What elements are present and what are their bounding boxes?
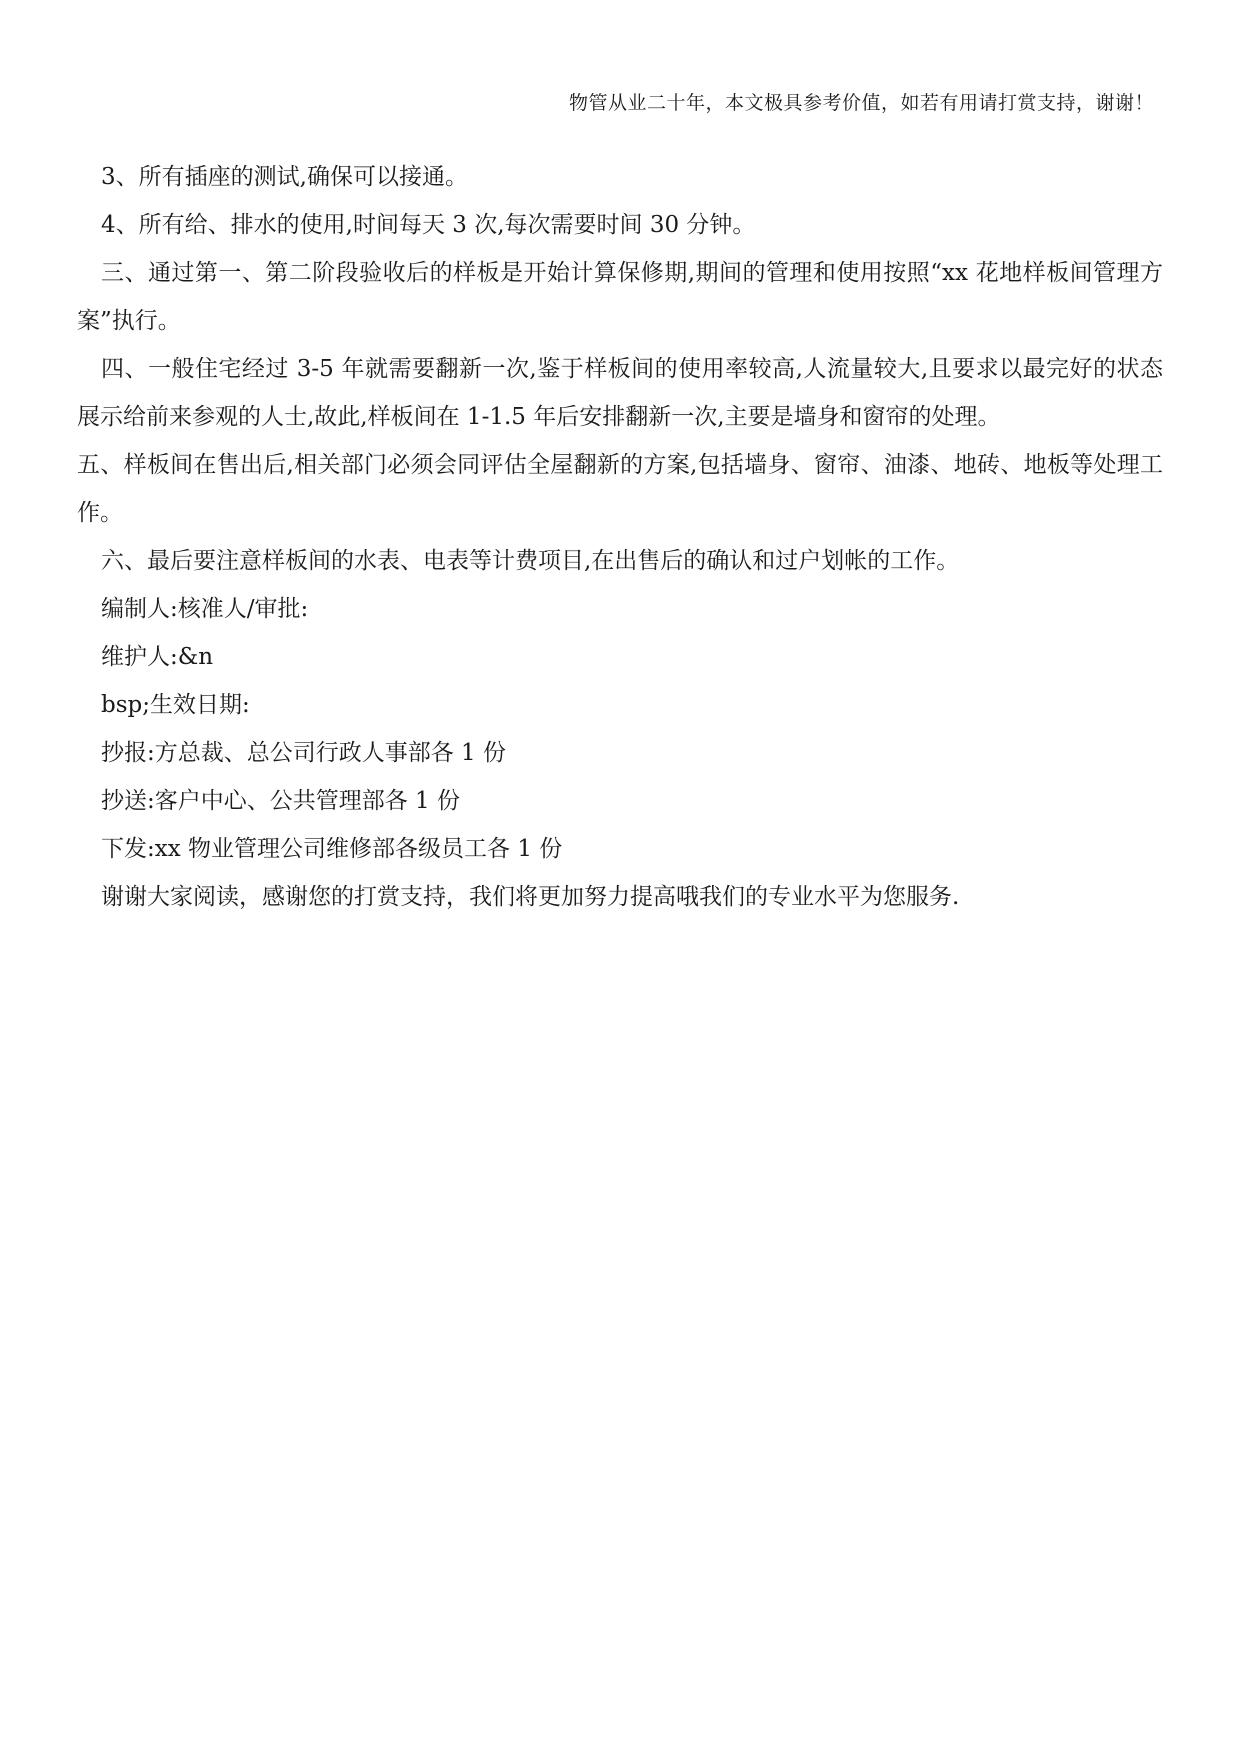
distribute-line: 下发:xx 物业管理公司维修部各级员工各 1 份 bbox=[101, 836, 563, 862]
prepared-by-line: 编制人:核准人/审批: bbox=[101, 596, 309, 622]
effective-date-line: bsp;生效日期: bbox=[101, 692, 250, 718]
maintainer-line: 维护人:&n bbox=[101, 644, 214, 670]
copy-to-line: 抄送:客户中心、公共管理部各 1 份 bbox=[101, 788, 461, 814]
document-body bbox=[77, 153, 1163, 921]
paragraph-section-6: 六、最后要注意样板间的水表、电表等计费项目,在出售后的确认和过户划帐的工作。 bbox=[101, 548, 960, 574]
page-header: 物管从业二十年，本文极具参考价值，如若有用请打赏支持，谢谢！ bbox=[568, 92, 1154, 114]
paragraph-item-4: 4、所有给、排水的使用,时间每天 3 次,每次需要时间 30 分钟。 bbox=[101, 212, 756, 238]
closing-thanks: 谢谢大家阅读，感谢您的打赏支持，我们将更加努力提高哦我们的专业水平为您服务. bbox=[101, 884, 960, 910]
paragraph-item-3: 3、所有插座的测试,确保可以接通。 bbox=[101, 164, 468, 190]
report-to-line: 抄报:方总裁、总公司行政人事部各 1 份 bbox=[101, 740, 507, 766]
paragraph-section-5: 五、样板间在售出后,相关部门必须会同评估全屋翻新的方案,包括墙身、窗帘、油漆、地砖、地板等处理工作。 bbox=[77, 452, 1163, 526]
paragraph-section-4: 四、一般住宅经过 3-5 年就需要翻新一次,鉴于样板间的使用率较高,人流量较大,且要求以最完好的状态展示给前来参观的人士,故此,样板间在 1-1.5 年后安排翻新一次,主要是墙身和窗帘的处理。 bbox=[77, 356, 1163, 430]
paragraph-section-3: 三、通过第一、第二阶段验收后的样板是开始计算保修期,期间的管理和使用按照“xx 花地样板间管理方案”执行。 bbox=[77, 260, 1163, 334]
